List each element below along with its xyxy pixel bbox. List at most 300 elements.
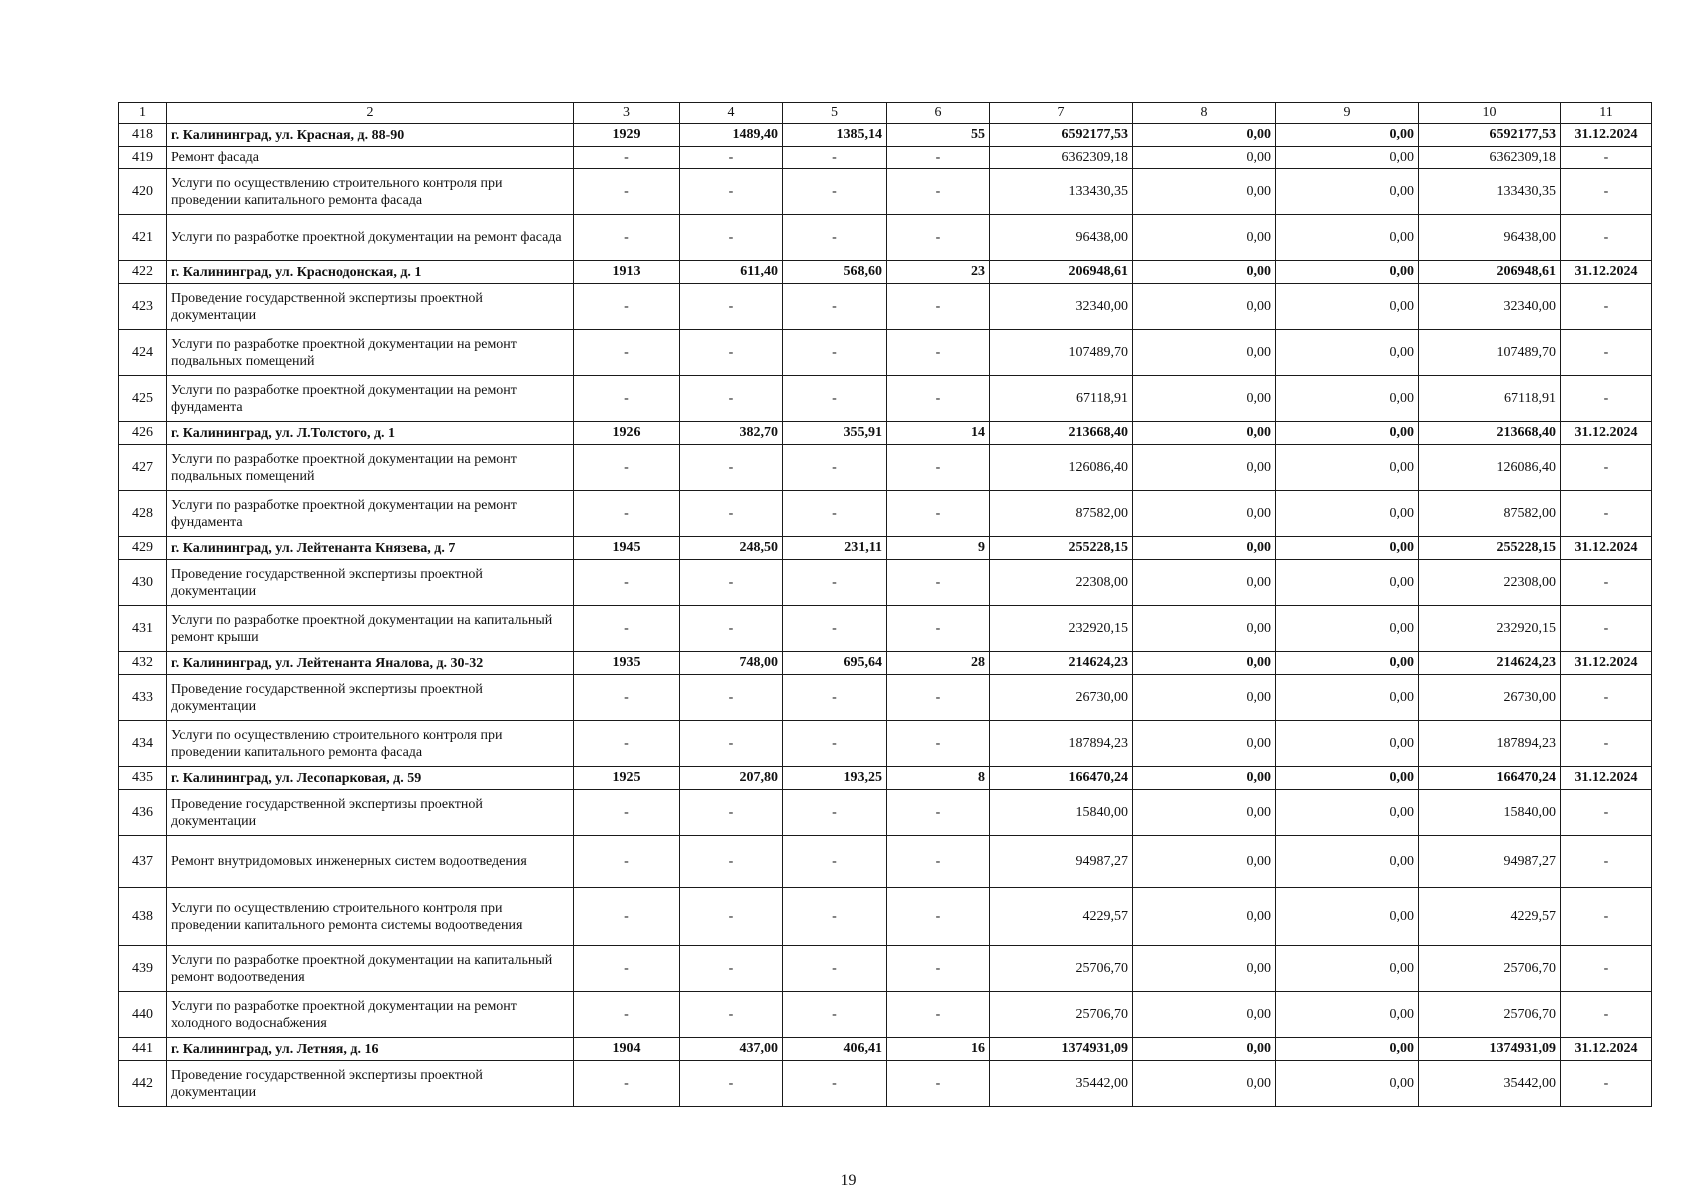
total-cost-cell: 15840,00 <box>990 790 1133 836</box>
residential-area-cell: 1385,14 <box>783 124 887 147</box>
table-body <box>119 103 1652 1107</box>
row-number-cell: 438 <box>119 888 167 946</box>
federal-funds-cell: 0,00 <box>1133 721 1276 767</box>
year-built-cell: - <box>574 888 680 946</box>
work-description-cell: г. Калининград, ул. Лейтенанта Князева, д. 7 <box>167 537 574 560</box>
year-built-cell: - <box>574 946 680 992</box>
work-row <box>119 721 1652 767</box>
row-number-cell: 427 <box>119 445 167 491</box>
year-built-cell: 1935 <box>574 652 680 675</box>
total-area-cell: - <box>680 790 783 836</box>
work-description-cell: Услуги по осуществлению строительного контроля при проведении капитального ремонта фасада <box>167 721 574 767</box>
completion-date-cell: 31.12.2024 <box>1561 422 1652 445</box>
owner-funds-cell: 6362309,18 <box>1419 147 1561 169</box>
total-cost-cell: 187894,23 <box>990 721 1133 767</box>
total-cost-cell: 133430,35 <box>990 169 1133 215</box>
regional-funds-cell: 0,00 <box>1276 721 1419 767</box>
total-cost-cell: 22308,00 <box>990 560 1133 606</box>
regional-funds-cell: 0,00 <box>1276 888 1419 946</box>
residential-area-cell: 231,11 <box>783 537 887 560</box>
completion-date-cell: 31.12.2024 <box>1561 767 1652 790</box>
residents-count-cell: - <box>887 946 990 992</box>
total-area-cell: - <box>680 946 783 992</box>
owner-funds-cell: 32340,00 <box>1419 284 1561 330</box>
work-description-cell: г. Калининград, ул. Лейтенанта Яналова, д. 30-32 <box>167 652 574 675</box>
owner-funds-cell: 4229,57 <box>1419 888 1561 946</box>
column-header: 3 <box>574 103 680 124</box>
owner-funds-cell: 26730,00 <box>1419 675 1561 721</box>
regional-funds-cell: 0,00 <box>1276 491 1419 537</box>
owner-funds-cell: 35442,00 <box>1419 1061 1561 1107</box>
work-description-cell: Услуги по разработке проектной документации на ремонт фундамента <box>167 376 574 422</box>
total-area-cell: - <box>680 445 783 491</box>
data-table <box>118 102 1652 1107</box>
address-row <box>119 124 1652 147</box>
address-row <box>119 652 1652 675</box>
year-built-cell: 1926 <box>574 422 680 445</box>
total-area-cell: 382,70 <box>680 422 783 445</box>
total-area-cell: - <box>680 992 783 1038</box>
residents-count-cell: - <box>887 675 990 721</box>
work-row <box>119 1061 1652 1107</box>
regional-funds-cell: 0,00 <box>1276 790 1419 836</box>
completion-date-cell: 31.12.2024 <box>1561 124 1652 147</box>
owner-funds-cell: 22308,00 <box>1419 560 1561 606</box>
completion-date-cell: - <box>1561 169 1652 215</box>
regional-funds-cell: 0,00 <box>1276 1061 1419 1107</box>
row-number-cell: 431 <box>119 606 167 652</box>
row-number-cell: 434 <box>119 721 167 767</box>
year-built-cell: - <box>574 284 680 330</box>
federal-funds-cell: 0,00 <box>1133 1061 1276 1107</box>
regional-funds-cell: 0,00 <box>1276 836 1419 888</box>
column-header: 5 <box>783 103 887 124</box>
column-header: 6 <box>887 103 990 124</box>
total-area-cell: - <box>680 675 783 721</box>
federal-funds-cell: 0,00 <box>1133 992 1276 1038</box>
residential-area-cell: - <box>783 1061 887 1107</box>
total-area-cell: 1489,40 <box>680 124 783 147</box>
residents-count-cell: 9 <box>887 537 990 560</box>
column-header: 1 <box>119 103 167 124</box>
total-cost-cell: 213668,40 <box>990 422 1133 445</box>
work-description-cell: г. Калининград, ул. Лесопарковая, д. 59 <box>167 767 574 790</box>
federal-funds-cell: 0,00 <box>1133 836 1276 888</box>
owner-funds-cell: 166470,24 <box>1419 767 1561 790</box>
regional-funds-cell: 0,00 <box>1276 652 1419 675</box>
owner-funds-cell: 6592177,53 <box>1419 124 1561 147</box>
year-built-cell: - <box>574 215 680 261</box>
total-cost-cell: 25706,70 <box>990 946 1133 992</box>
row-number-cell: 436 <box>119 790 167 836</box>
completion-date-cell: - <box>1561 330 1652 376</box>
regional-funds-cell: 0,00 <box>1276 606 1419 652</box>
work-description-cell: Услуги по разработке проектной документации на ремонт подвальных помещений <box>167 330 574 376</box>
completion-date-cell: - <box>1561 888 1652 946</box>
column-header: 10 <box>1419 103 1561 124</box>
year-built-cell: - <box>574 491 680 537</box>
work-description-cell: г. Калининград, ул. Красная, д. 88-90 <box>167 124 574 147</box>
row-number-cell: 439 <box>119 946 167 992</box>
row-number-cell: 425 <box>119 376 167 422</box>
work-description-cell: г. Калининград, ул. Краснодонская, д. 1 <box>167 261 574 284</box>
residents-count-cell: - <box>887 721 990 767</box>
completion-date-cell: - <box>1561 1061 1652 1107</box>
work-description-cell: Услуги по разработке проектной документации на капитальный ремонт крыши <box>167 606 574 652</box>
work-row <box>119 992 1652 1038</box>
completion-date-cell: 31.12.2024 <box>1561 261 1652 284</box>
total-area-cell: - <box>680 215 783 261</box>
owner-funds-cell: 67118,91 <box>1419 376 1561 422</box>
year-built-cell: - <box>574 836 680 888</box>
completion-date-cell: - <box>1561 836 1652 888</box>
residential-area-cell: - <box>783 836 887 888</box>
federal-funds-cell: 0,00 <box>1133 261 1276 284</box>
regional-funds-cell: 0,00 <box>1276 445 1419 491</box>
row-number-cell: 437 <box>119 836 167 888</box>
total-cost-cell: 35442,00 <box>990 1061 1133 1107</box>
residents-count-cell: 23 <box>887 261 990 284</box>
owner-funds-cell: 107489,70 <box>1419 330 1561 376</box>
federal-funds-cell: 0,00 <box>1133 330 1276 376</box>
header-row <box>119 103 1652 124</box>
work-row <box>119 560 1652 606</box>
row-number-cell: 422 <box>119 261 167 284</box>
work-row <box>119 215 1652 261</box>
total-area-cell: - <box>680 376 783 422</box>
residential-area-cell: - <box>783 606 887 652</box>
federal-funds-cell: 0,00 <box>1133 491 1276 537</box>
address-row <box>119 1038 1652 1061</box>
work-row <box>119 790 1652 836</box>
total-cost-cell: 107489,70 <box>990 330 1133 376</box>
total-area-cell: - <box>680 888 783 946</box>
total-cost-cell: 96438,00 <box>990 215 1133 261</box>
work-description-cell: Ремонт внутридомовых инженерных систем водоотведения <box>167 836 574 888</box>
completion-date-cell: - <box>1561 376 1652 422</box>
owner-funds-cell: 255228,15 <box>1419 537 1561 560</box>
federal-funds-cell: 0,00 <box>1133 215 1276 261</box>
work-row <box>119 330 1652 376</box>
regional-funds-cell: 0,00 <box>1276 992 1419 1038</box>
total-area-cell: 437,00 <box>680 1038 783 1061</box>
federal-funds-cell: 0,00 <box>1133 946 1276 992</box>
year-built-cell: - <box>574 790 680 836</box>
federal-funds-cell: 0,00 <box>1133 675 1276 721</box>
completion-date-cell: - <box>1561 491 1652 537</box>
column-header: 7 <box>990 103 1133 124</box>
work-description-cell: г. Калининград, ул. Летняя, д. 16 <box>167 1038 574 1061</box>
work-description-cell: Услуги по разработке проектной документации на капитальный ремонт водоотведения <box>167 946 574 992</box>
work-row <box>119 675 1652 721</box>
residential-area-cell: 355,91 <box>783 422 887 445</box>
row-number-cell: 428 <box>119 491 167 537</box>
residential-area-cell: - <box>783 284 887 330</box>
residents-count-cell: 8 <box>887 767 990 790</box>
federal-funds-cell: 0,00 <box>1133 1038 1276 1061</box>
year-built-cell: 1925 <box>574 767 680 790</box>
total-cost-cell: 206948,61 <box>990 261 1133 284</box>
owner-funds-cell: 96438,00 <box>1419 215 1561 261</box>
residents-count-cell: 28 <box>887 652 990 675</box>
row-number-cell: 420 <box>119 169 167 215</box>
row-number-cell: 426 <box>119 422 167 445</box>
federal-funds-cell: 0,00 <box>1133 284 1276 330</box>
owner-funds-cell: 87582,00 <box>1419 491 1561 537</box>
work-description-cell: Проведение государственной экспертизы проектной документации <box>167 790 574 836</box>
owner-funds-cell: 15840,00 <box>1419 790 1561 836</box>
federal-funds-cell: 0,00 <box>1133 560 1276 606</box>
completion-date-cell: - <box>1561 560 1652 606</box>
owner-funds-cell: 133430,35 <box>1419 169 1561 215</box>
regional-funds-cell: 0,00 <box>1276 767 1419 790</box>
total-area-cell: - <box>680 1061 783 1107</box>
column-header: 2 <box>167 103 574 124</box>
residential-area-cell: - <box>783 169 887 215</box>
residents-count-cell: - <box>887 606 990 652</box>
regional-funds-cell: 0,00 <box>1276 537 1419 560</box>
year-built-cell: - <box>574 560 680 606</box>
total-area-cell: 611,40 <box>680 261 783 284</box>
residential-area-cell: - <box>783 888 887 946</box>
work-description-cell: Услуги по разработке проектной документации на ремонт фундамента <box>167 491 574 537</box>
row-number-cell: 429 <box>119 537 167 560</box>
completion-date-cell: 31.12.2024 <box>1561 1038 1652 1061</box>
residential-area-cell: - <box>783 721 887 767</box>
owner-funds-cell: 25706,70 <box>1419 946 1561 992</box>
residential-area-cell: 695,64 <box>783 652 887 675</box>
owner-funds-cell: 232920,15 <box>1419 606 1561 652</box>
residential-area-cell: - <box>783 560 887 606</box>
work-row <box>119 376 1652 422</box>
year-built-cell: - <box>574 606 680 652</box>
work-row <box>119 284 1652 330</box>
row-number-cell: 433 <box>119 675 167 721</box>
total-area-cell: - <box>680 721 783 767</box>
residents-count-cell: - <box>887 376 990 422</box>
total-area-cell: - <box>680 606 783 652</box>
residential-area-cell: - <box>783 215 887 261</box>
row-number-cell: 430 <box>119 560 167 606</box>
work-description-cell: Проведение государственной экспертизы проектной документации <box>167 560 574 606</box>
residential-area-cell: - <box>783 376 887 422</box>
residential-area-cell: - <box>783 790 887 836</box>
residential-area-cell: 193,25 <box>783 767 887 790</box>
regional-funds-cell: 0,00 <box>1276 330 1419 376</box>
address-row <box>119 537 1652 560</box>
address-row <box>119 422 1652 445</box>
work-description-cell: Услуги по осуществлению строительного контроля при проведении капитального ремонта фасада <box>167 169 574 215</box>
work-description-cell: Услуги по разработке проектной документации на ремонт холодного водоснабжения <box>167 992 574 1038</box>
regional-funds-cell: 0,00 <box>1276 422 1419 445</box>
total-area-cell: 207,80 <box>680 767 783 790</box>
work-row <box>119 946 1652 992</box>
row-number-cell: 424 <box>119 330 167 376</box>
year-built-cell: - <box>574 992 680 1038</box>
year-built-cell: - <box>574 1061 680 1107</box>
total-area-cell: 748,00 <box>680 652 783 675</box>
year-built-cell: 1929 <box>574 124 680 147</box>
work-row <box>119 445 1652 491</box>
total-cost-cell: 6592177,53 <box>990 124 1133 147</box>
total-area-cell: - <box>680 560 783 606</box>
regional-funds-cell: 0,00 <box>1276 124 1419 147</box>
residents-count-cell: 14 <box>887 422 990 445</box>
completion-date-cell: - <box>1561 675 1652 721</box>
completion-date-cell: 31.12.2024 <box>1561 652 1652 675</box>
residents-count-cell: - <box>887 169 990 215</box>
total-area-cell: 248,50 <box>680 537 783 560</box>
work-description-cell: Услуги по разработке проектной документации на ремонт фасада <box>167 215 574 261</box>
federal-funds-cell: 0,00 <box>1133 790 1276 836</box>
total-cost-cell: 25706,70 <box>990 992 1133 1038</box>
row-number-cell: 440 <box>119 992 167 1038</box>
work-row <box>119 491 1652 537</box>
regional-funds-cell: 0,00 <box>1276 284 1419 330</box>
total-cost-cell: 67118,91 <box>990 376 1133 422</box>
address-row <box>119 261 1652 284</box>
residents-count-cell: - <box>887 790 990 836</box>
total-cost-cell: 6362309,18 <box>990 147 1133 169</box>
residential-area-cell: - <box>783 946 887 992</box>
residents-count-cell: - <box>887 284 990 330</box>
federal-funds-cell: 0,00 <box>1133 652 1276 675</box>
work-row <box>119 147 1652 169</box>
completion-date-cell: - <box>1561 215 1652 261</box>
residential-area-cell: - <box>783 675 887 721</box>
total-cost-cell: 214624,23 <box>990 652 1133 675</box>
work-description-cell: Услуги по осуществлению строительного контроля при проведении капитального ремонта системы водоотведения <box>167 888 574 946</box>
year-built-cell: 1904 <box>574 1038 680 1061</box>
federal-funds-cell: 0,00 <box>1133 888 1276 946</box>
regional-funds-cell: 0,00 <box>1276 1038 1419 1061</box>
completion-date-cell: - <box>1561 147 1652 169</box>
year-built-cell: - <box>574 721 680 767</box>
residents-count-cell: - <box>887 445 990 491</box>
residential-area-cell: 406,41 <box>783 1038 887 1061</box>
work-row <box>119 836 1652 888</box>
federal-funds-cell: 0,00 <box>1133 422 1276 445</box>
completion-date-cell: - <box>1561 946 1652 992</box>
row-number-cell: 432 <box>119 652 167 675</box>
regional-funds-cell: 0,00 <box>1276 946 1419 992</box>
federal-funds-cell: 0,00 <box>1133 169 1276 215</box>
residents-count-cell: - <box>887 330 990 376</box>
regional-funds-cell: 0,00 <box>1276 376 1419 422</box>
residential-area-cell: - <box>783 445 887 491</box>
work-description-cell: Проведение государственной экспертизы проектной документации <box>167 675 574 721</box>
total-area-cell: - <box>680 169 783 215</box>
row-number-cell: 421 <box>119 215 167 261</box>
work-description-cell: г. Калининград, ул. Л.Толстого, д. 1 <box>167 422 574 445</box>
row-number-cell: 419 <box>119 147 167 169</box>
residents-count-cell: 55 <box>887 124 990 147</box>
residential-area-cell: - <box>783 491 887 537</box>
year-built-cell: - <box>574 330 680 376</box>
year-built-cell: - <box>574 169 680 215</box>
total-cost-cell: 1374931,09 <box>990 1038 1133 1061</box>
total-area-cell: - <box>680 147 783 169</box>
total-cost-cell: 232920,15 <box>990 606 1133 652</box>
regional-funds-cell: 0,00 <box>1276 675 1419 721</box>
federal-funds-cell: 0,00 <box>1133 376 1276 422</box>
completion-date-cell: - <box>1561 790 1652 836</box>
completion-date-cell: 31.12.2024 <box>1561 537 1652 560</box>
completion-date-cell: - <box>1561 606 1652 652</box>
row-number-cell: 442 <box>119 1061 167 1107</box>
residential-area-cell: - <box>783 330 887 376</box>
column-header: 11 <box>1561 103 1652 124</box>
total-cost-cell: 255228,15 <box>990 537 1133 560</box>
year-built-cell: - <box>574 376 680 422</box>
residents-count-cell: - <box>887 215 990 261</box>
owner-funds-cell: 206948,61 <box>1419 261 1561 284</box>
owner-funds-cell: 126086,40 <box>1419 445 1561 491</box>
residents-count-cell: 16 <box>887 1038 990 1061</box>
row-number-cell: 418 <box>119 124 167 147</box>
work-row <box>119 606 1652 652</box>
owner-funds-cell: 214624,23 <box>1419 652 1561 675</box>
column-header: 8 <box>1133 103 1276 124</box>
completion-date-cell: - <box>1561 284 1652 330</box>
total-cost-cell: 166470,24 <box>990 767 1133 790</box>
residential-area-cell: 568,60 <box>783 261 887 284</box>
page-number: 19 <box>840 1172 857 1189</box>
owner-funds-cell: 94987,27 <box>1419 836 1561 888</box>
column-header: 4 <box>680 103 783 124</box>
regional-funds-cell: 0,00 <box>1276 215 1419 261</box>
residents-count-cell: - <box>887 1061 990 1107</box>
address-row <box>119 767 1652 790</box>
work-description-cell: Ремонт фасада <box>167 147 574 169</box>
total-cost-cell: 94987,27 <box>990 836 1133 888</box>
total-area-cell: - <box>680 330 783 376</box>
residents-count-cell: - <box>887 888 990 946</box>
residential-area-cell: - <box>783 147 887 169</box>
owner-funds-cell: 213668,40 <box>1419 422 1561 445</box>
federal-funds-cell: 0,00 <box>1133 606 1276 652</box>
owner-funds-cell: 1374931,09 <box>1419 1038 1561 1061</box>
owner-funds-cell: 187894,23 <box>1419 721 1561 767</box>
residential-area-cell: - <box>783 992 887 1038</box>
total-cost-cell: 26730,00 <box>990 675 1133 721</box>
year-built-cell: - <box>574 675 680 721</box>
year-built-cell: - <box>574 445 680 491</box>
work-row <box>119 888 1652 946</box>
completion-date-cell: - <box>1561 721 1652 767</box>
work-row <box>119 169 1652 215</box>
federal-funds-cell: 0,00 <box>1133 124 1276 147</box>
federal-funds-cell: 0,00 <box>1133 147 1276 169</box>
total-area-cell: - <box>680 284 783 330</box>
regional-funds-cell: 0,00 <box>1276 261 1419 284</box>
total-area-cell: - <box>680 836 783 888</box>
completion-date-cell: - <box>1561 992 1652 1038</box>
work-description-cell: Проведение государственной экспертизы проектной документации <box>167 284 574 330</box>
residents-count-cell: - <box>887 992 990 1038</box>
year-built-cell: - <box>574 147 680 169</box>
residents-count-cell: - <box>887 560 990 606</box>
year-built-cell: 1913 <box>574 261 680 284</box>
row-number-cell: 435 <box>119 767 167 790</box>
row-number-cell: 423 <box>119 284 167 330</box>
total-area-cell: - <box>680 491 783 537</box>
regional-funds-cell: 0,00 <box>1276 169 1419 215</box>
federal-funds-cell: 0,00 <box>1133 537 1276 560</box>
federal-funds-cell: 0,00 <box>1133 767 1276 790</box>
work-description-cell: Проведение государственной экспертизы проектной документации <box>167 1061 574 1107</box>
residents-count-cell: - <box>887 491 990 537</box>
